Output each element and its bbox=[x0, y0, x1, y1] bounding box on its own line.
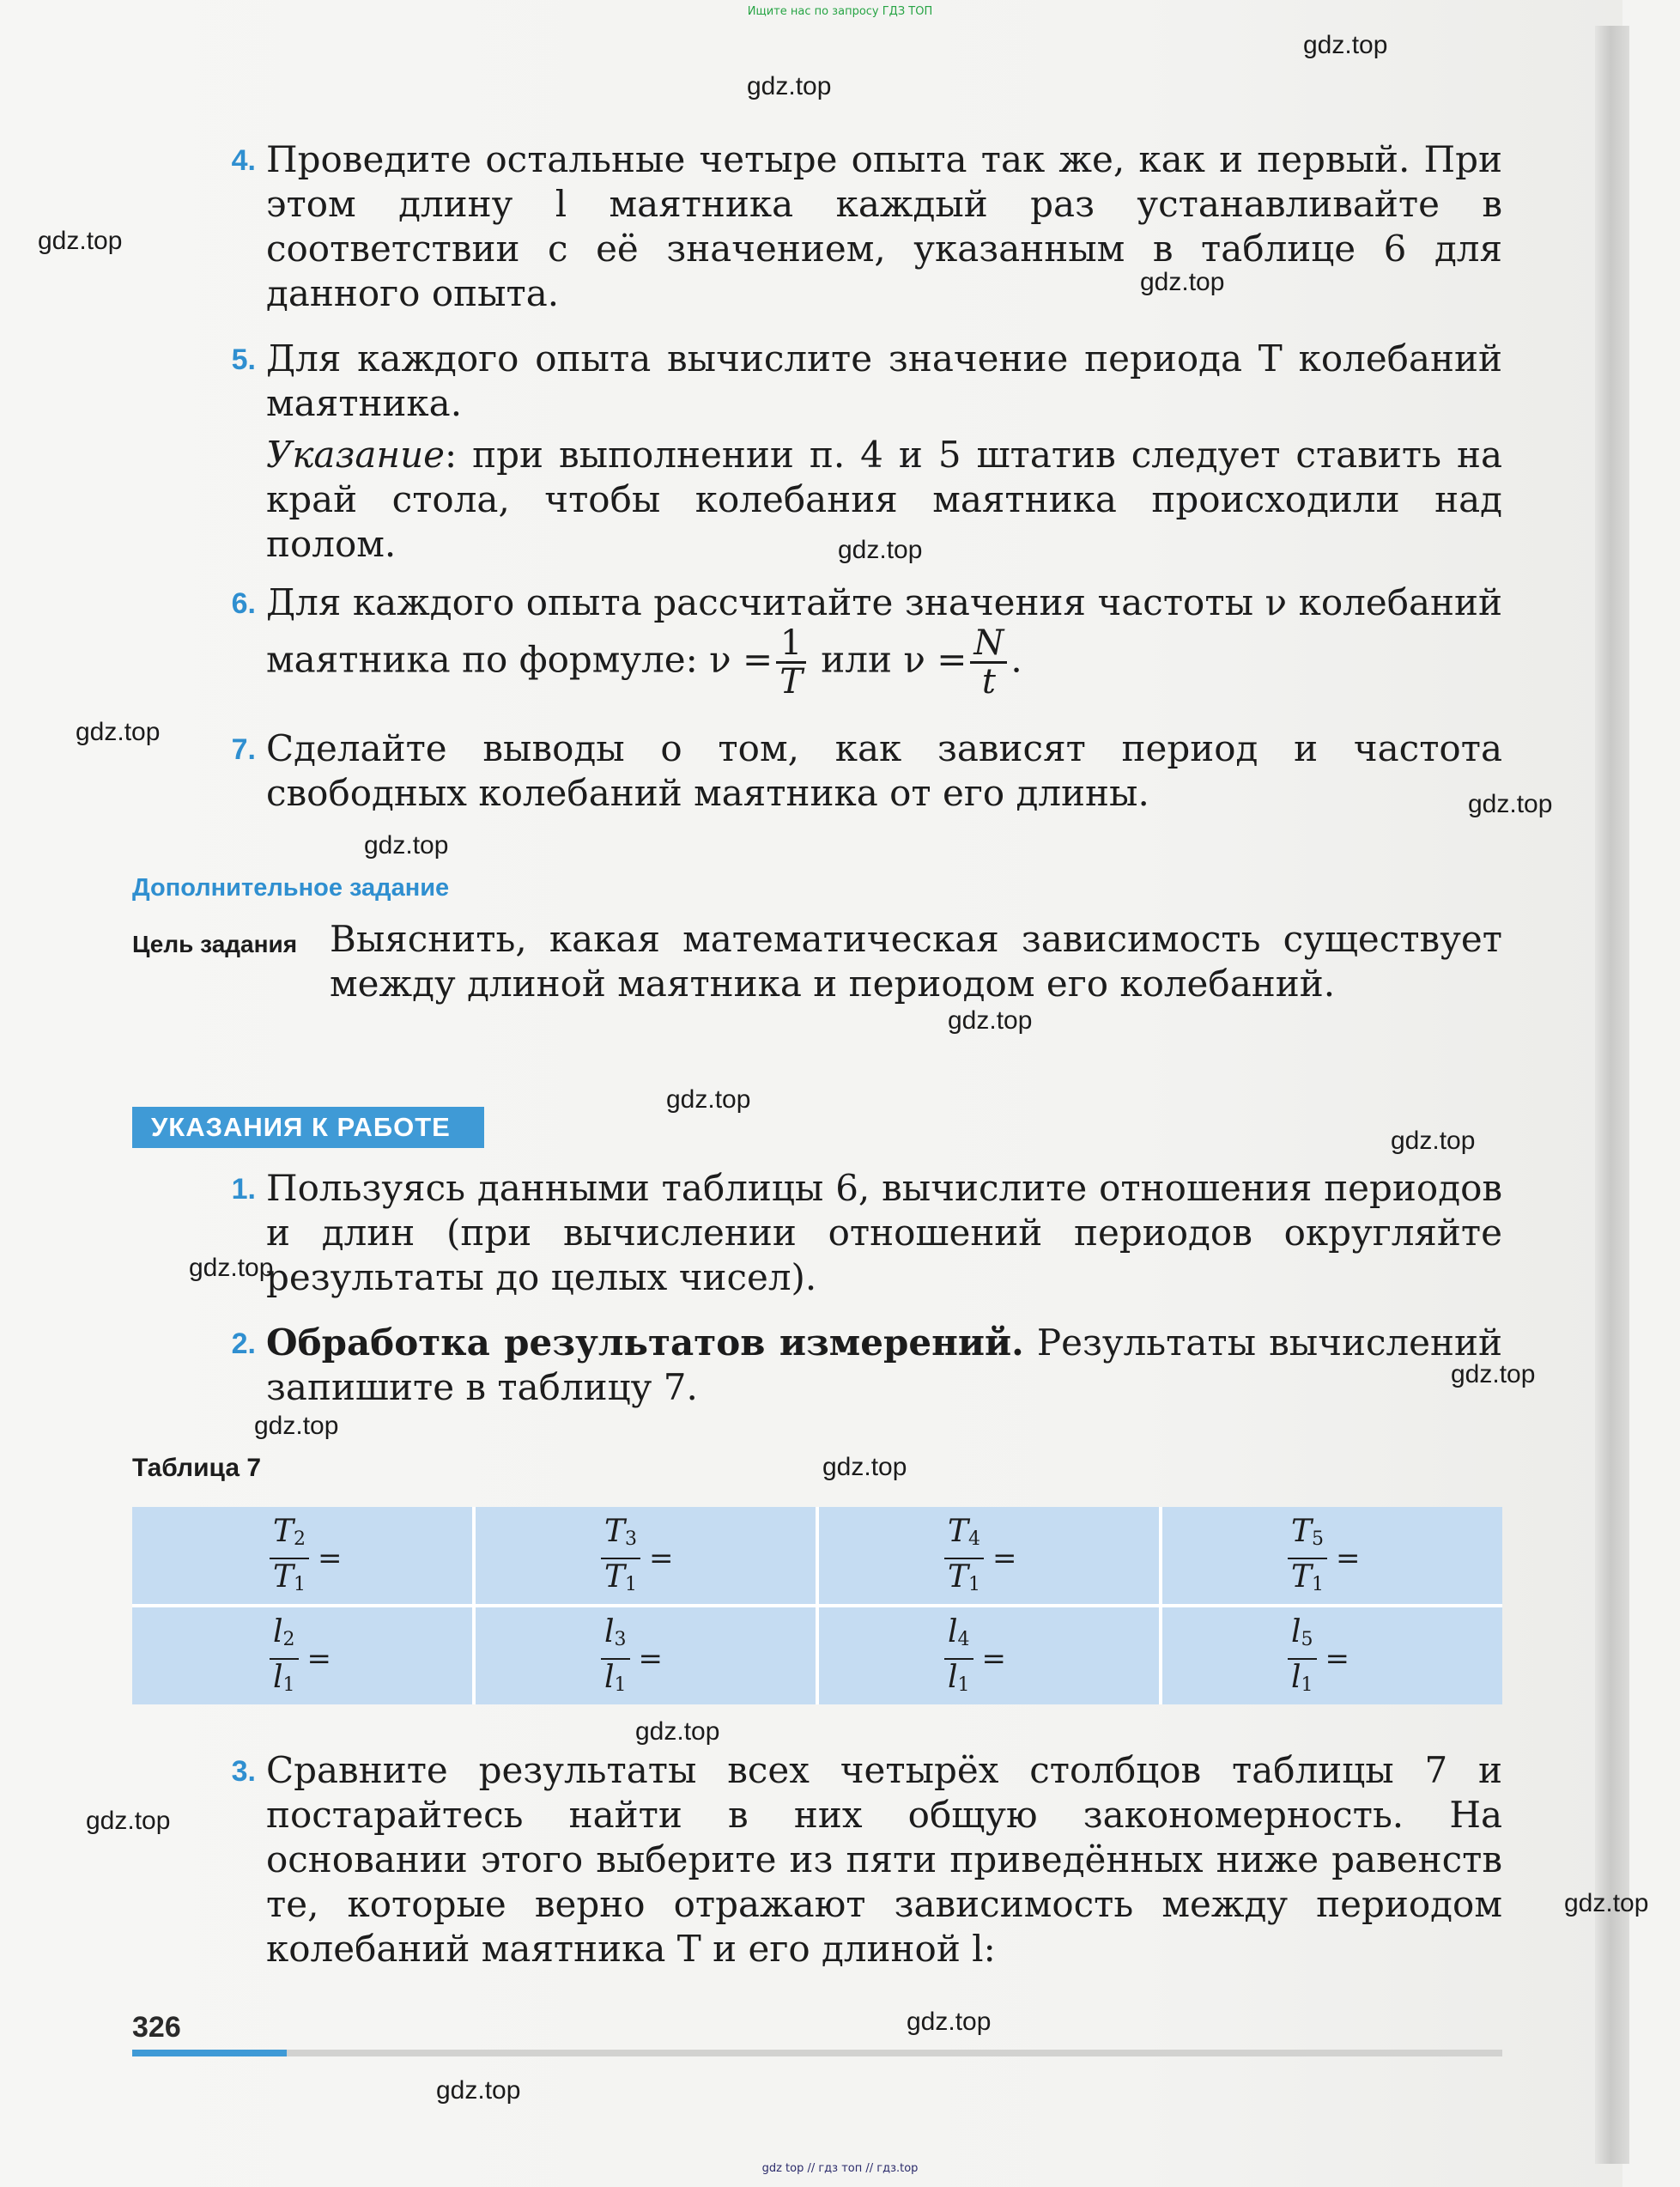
ratio-fraction: $\frac{l_2}{l_1}$ bbox=[270, 1614, 299, 1704]
item-number: 1. bbox=[231, 1173, 256, 1206]
list-item-5 bbox=[231, 337, 1502, 567]
table-cell bbox=[1162, 1507, 1502, 1604]
list-item-3 bbox=[231, 1748, 1502, 1971]
formula-2-denominator: t bbox=[981, 662, 996, 702]
watermark: gdz.top bbox=[635, 1717, 720, 1746]
section-banner: УКАЗАНИЯ К РАБОТЕ bbox=[132, 1107, 484, 1148]
formula-2-fraction bbox=[970, 625, 1007, 700]
formula-1-denominator: T bbox=[779, 662, 803, 702]
table-cell bbox=[132, 1507, 476, 1604]
top-note: Ищите нас по запросу ГДЗ ТОП bbox=[747, 5, 933, 18]
table-row-lengths bbox=[132, 1607, 1502, 1704]
goal-label: Цель задания bbox=[132, 931, 298, 957]
watermark: gdz.top bbox=[747, 72, 832, 100]
equals-sign: = bbox=[638, 1642, 664, 1676]
item-text: Пользуясь данными таблицы 6, вычислите отношения периодов и длин (при вычислении отношений периодов округляйте результаты до целых чисел). bbox=[266, 1167, 1502, 1298]
item-number: 4. bbox=[231, 144, 256, 177]
goal-text: Выяснить, какая математическая зависимость существует между длиной маятника и периодом его колебаний. bbox=[330, 918, 1502, 1005]
table-cell bbox=[132, 1607, 476, 1704]
formula-2-numerator: N bbox=[970, 625, 1007, 664]
bottom-note: gdz top // гдз топ // гдз.top bbox=[761, 2162, 919, 2175]
watermark: gdz.top bbox=[1468, 790, 1553, 818]
item-text: Для каждого опыта вычислите значение периода T колебаний маятника. bbox=[266, 337, 1502, 424]
equals-sign: = bbox=[992, 1541, 1017, 1576]
watermark: gdz.top bbox=[907, 2008, 992, 2036]
watermark: gdz.top bbox=[189, 1254, 274, 1282]
watermark: gdz.top bbox=[364, 831, 449, 860]
ratio-fraction: $\frac{T_3}{T_1}$ bbox=[601, 1514, 640, 1603]
ratio-fraction: $\frac{l_5}{l_1}$ bbox=[1288, 1614, 1317, 1704]
footer-rule bbox=[132, 2050, 1502, 2056]
formula-or: или bbox=[821, 638, 892, 681]
watermark: gdz.top bbox=[76, 718, 161, 746]
hint-text: : при выполнении п. 4 и 5 штатив следует ставить на край стола, чтобы колебания маятника происходили над полом. bbox=[266, 434, 1502, 565]
item-text-rest: Результаты вычислений запишите в таблицу 7. bbox=[266, 1321, 1502, 1408]
item-text bbox=[266, 580, 1502, 700]
item-number: 3. bbox=[231, 1755, 256, 1788]
hint-label: Указание bbox=[266, 434, 445, 476]
ratio-fraction: $\frac{T_2}{T_1}$ bbox=[270, 1514, 309, 1603]
ratio-fraction: $\frac{T_5}{T_1}$ bbox=[1288, 1514, 1327, 1603]
item-text: Проведите остальные четыре опыта так же, как и первый. При этом длину l маятника каждый раз устанавливайте в соответствии с её значением, указанным в таблице 6 для данного опыта. bbox=[266, 138, 1502, 314]
watermark: gdz.top bbox=[948, 1006, 1033, 1035]
table-cell bbox=[819, 1507, 1162, 1604]
item-number: 2. bbox=[231, 1327, 256, 1360]
item-number: 5. bbox=[231, 343, 256, 376]
list-item-7 bbox=[231, 726, 1502, 816]
item-number: 7. bbox=[231, 733, 256, 766]
formula-2-lhs: ν = bbox=[903, 638, 967, 681]
item-number: 6. bbox=[231, 587, 256, 620]
item-text: Сравните результаты всех четырёх столбцов таблицы 7 и постарайтесь найти в них общую закономерность. На основании этого выберите из пяти приведённых ниже равенств те, которые верно отражают зависимость между периодом колебаний маятника T и его длиной l: bbox=[266, 1749, 1502, 1970]
equals-sign: = bbox=[306, 1642, 332, 1676]
equals-sign: = bbox=[649, 1541, 674, 1576]
formula-1-numerator: 1 bbox=[776, 625, 806, 664]
watermark: gdz.top bbox=[436, 2076, 521, 2105]
page-binding-shadow bbox=[1595, 26, 1629, 2164]
list-item-2 bbox=[231, 1321, 1502, 1410]
formula-1-fraction bbox=[776, 625, 806, 700]
watermark: gdz.top bbox=[1451, 1360, 1536, 1388]
footer-accent bbox=[132, 2050, 287, 2056]
formula-end: . bbox=[1010, 638, 1022, 681]
watermark: gdz.top bbox=[86, 1807, 171, 1835]
list-item-4 bbox=[231, 137, 1502, 316]
table-cell bbox=[476, 1507, 819, 1604]
table-7 bbox=[132, 1507, 1502, 1704]
watermark: gdz.top bbox=[1391, 1127, 1476, 1155]
item-text bbox=[266, 1321, 1502, 1410]
item-text-main: Для каждого опыта рассчитайте значения частоты ν колебаний маятника по формуле: bbox=[266, 581, 1502, 681]
table-cell bbox=[819, 1607, 1162, 1704]
list-item-6 bbox=[231, 580, 1502, 702]
goal-text-block bbox=[330, 917, 1502, 1006]
ratio-fraction: $\frac{T_4}{T_1}$ bbox=[944, 1514, 984, 1603]
watermark: gdz.top bbox=[254, 1412, 339, 1440]
watermark: gdz.top bbox=[838, 536, 923, 564]
table-cell bbox=[476, 1607, 819, 1704]
equals-sign: = bbox=[981, 1642, 1007, 1676]
formula-1-lhs: ν = bbox=[709, 638, 773, 681]
watermark: gdz.top bbox=[1303, 31, 1388, 59]
equals-sign: = bbox=[318, 1541, 343, 1576]
item-bold-lead: Обработка результатов измерений. bbox=[266, 1321, 1024, 1364]
ratio-fraction: $\frac{l_4}{l_1}$ bbox=[944, 1614, 973, 1704]
watermark: gdz.top bbox=[38, 227, 123, 255]
item-text: Сделайте выводы о том, как зависят период и частота свободных колебаний маятника от его длины. bbox=[266, 727, 1502, 814]
table-cell bbox=[1162, 1607, 1502, 1704]
watermark: gdz.top bbox=[1140, 268, 1225, 296]
equals-sign: = bbox=[1325, 1642, 1350, 1676]
page-number: 326 bbox=[132, 2011, 181, 2044]
ratio-fraction: $\frac{l_3}{l_1}$ bbox=[601, 1614, 630, 1704]
watermark: gdz.top bbox=[666, 1085, 751, 1114]
extra-task-title: Дополнительное задание bbox=[132, 874, 450, 902]
hint-paragraph bbox=[266, 433, 1502, 567]
watermark: gdz.top bbox=[1564, 1889, 1649, 1917]
equals-sign: = bbox=[1336, 1541, 1361, 1576]
table-title: Таблица 7 bbox=[132, 1454, 262, 1482]
watermark: gdz.top bbox=[822, 1453, 907, 1481]
table-row-periods bbox=[132, 1507, 1502, 1607]
